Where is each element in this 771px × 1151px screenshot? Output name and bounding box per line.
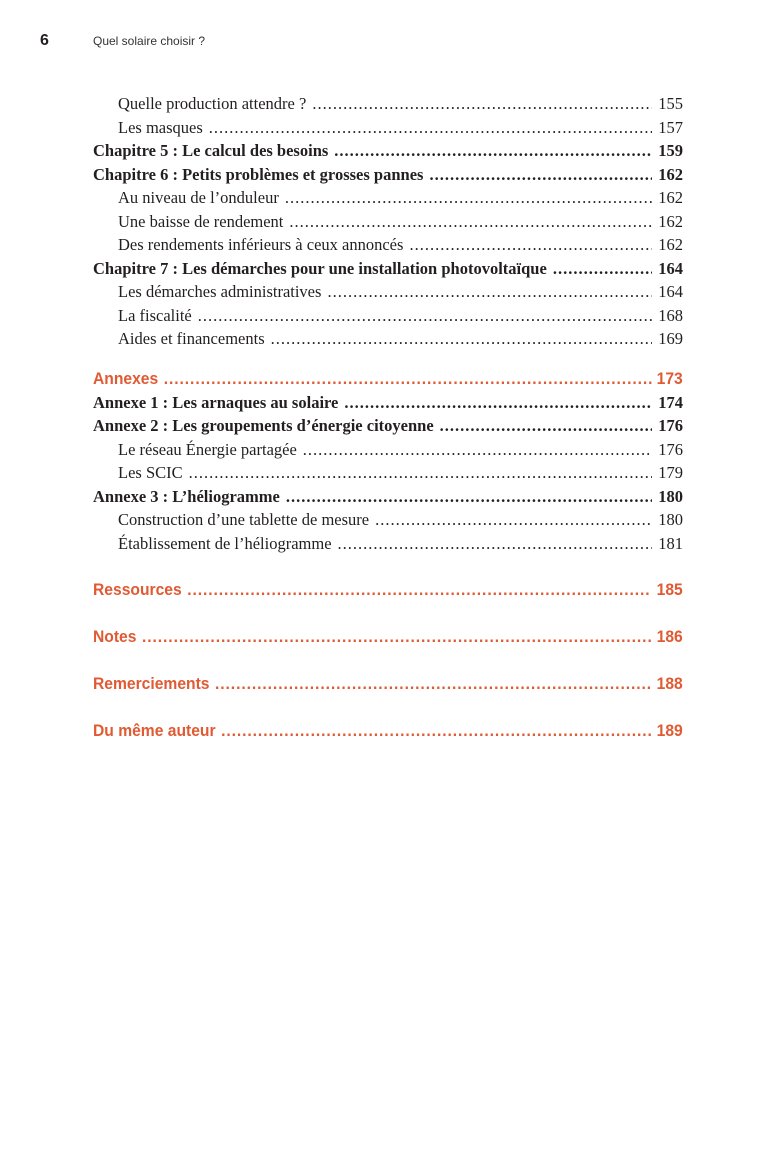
toc-entry-title: Construction d’une tablette de mesure bbox=[118, 510, 370, 529]
table-of-contents bbox=[93, 94, 683, 745]
toc-section-page: 185 bbox=[656, 580, 683, 599]
toc-leader-dots bbox=[303, 440, 652, 460]
toc-leader-dots bbox=[334, 141, 652, 161]
toc-section-page: 173 bbox=[656, 368, 683, 388]
spacer bbox=[93, 651, 683, 674]
toc-section-title: Notes bbox=[93, 627, 137, 646]
toc-entry-title: Aides et financements bbox=[118, 329, 265, 348]
toc-chapter-entry bbox=[93, 416, 683, 440]
toc-entry-page: 179 bbox=[658, 463, 683, 482]
toc-entry bbox=[93, 94, 683, 118]
toc-entry-title: Chapitre 5 : Le calcul des besoins bbox=[93, 141, 329, 160]
toc-entry bbox=[93, 306, 683, 330]
toc-section-entry bbox=[93, 580, 683, 604]
toc-leader-dots bbox=[312, 94, 652, 114]
toc-leader-dots bbox=[338, 534, 653, 554]
toc-section-page: 186 bbox=[656, 627, 683, 646]
toc-section-title: Remerciements bbox=[93, 674, 210, 693]
toc-entry-page: 181 bbox=[658, 533, 683, 553]
toc-leader-dots bbox=[215, 674, 651, 694]
toc-entry-page: 162 bbox=[658, 164, 683, 184]
toc-entry-title: Quelle production attendre ? bbox=[118, 94, 307, 113]
toc-entry-page: 162 bbox=[658, 188, 683, 207]
toc-leader-dots bbox=[164, 369, 651, 389]
toc-chapter-entry bbox=[93, 141, 683, 165]
toc-leader-dots bbox=[375, 510, 652, 530]
toc-section-title: Annexes bbox=[93, 368, 159, 388]
toc-entry-title: Annexe 3 : L’héliogramme bbox=[93, 486, 280, 506]
toc-entry-page: 164 bbox=[658, 282, 683, 301]
toc-entry-title: Annexe 2 : Les groupements d’énergie citoyenne bbox=[93, 416, 434, 435]
toc-leader-dots bbox=[409, 235, 652, 255]
running-title: Quel solaire choisir ? bbox=[93, 34, 206, 48]
toc-entry-title: La fiscalité bbox=[118, 305, 192, 325]
toc-entry-page: 157 bbox=[658, 117, 683, 137]
toc-leader-dots bbox=[189, 463, 653, 483]
toc-entry-page: 176 bbox=[658, 439, 683, 459]
toc-section-entry bbox=[93, 369, 683, 393]
toc-entry bbox=[93, 188, 683, 212]
toc-entry-page: 176 bbox=[658, 416, 683, 435]
toc-entry-page: 162 bbox=[658, 235, 683, 254]
toc-chapter-entry bbox=[93, 259, 683, 283]
toc-leader-dots bbox=[344, 393, 652, 413]
toc-entry bbox=[93, 329, 683, 353]
toc-leader-dots bbox=[142, 627, 651, 647]
toc-entry-title: Annexe 1 : Les arnaques au solaire bbox=[93, 392, 339, 412]
toc-entry bbox=[93, 235, 683, 259]
toc-entry-page: 162 bbox=[658, 211, 683, 231]
toc-entry-page: 159 bbox=[658, 141, 683, 160]
toc-leader-dots bbox=[285, 188, 652, 208]
toc-chapter-entry bbox=[93, 165, 683, 189]
toc-entry-title: Les démarches administratives bbox=[118, 282, 322, 301]
toc-entry-title: Des rendements inférieurs à ceux annoncés bbox=[118, 235, 404, 254]
toc-entry bbox=[93, 212, 683, 236]
toc-leader-dots bbox=[187, 580, 651, 600]
toc-section-entry bbox=[93, 721, 683, 745]
toc-section-entry bbox=[93, 627, 683, 651]
spacer bbox=[93, 604, 683, 627]
toc-leader-dots bbox=[221, 721, 651, 741]
spacer bbox=[93, 557, 683, 580]
toc-leader-dots bbox=[327, 282, 652, 302]
toc-entry-title: Chapitre 7 : Les démarches pour une installation photovoltaïque bbox=[93, 258, 547, 278]
toc-entry bbox=[93, 463, 683, 487]
toc-entry-title: Les SCIC bbox=[118, 463, 183, 482]
toc-entry bbox=[93, 282, 683, 306]
toc-section-title: Du même auteur bbox=[93, 721, 216, 740]
toc-entry bbox=[93, 534, 683, 558]
spacer bbox=[93, 353, 683, 369]
toc-entry-page: 168 bbox=[658, 305, 683, 325]
toc-chapter-entry bbox=[93, 487, 683, 511]
toc-chapter-entry bbox=[93, 393, 683, 417]
toc-leader-dots bbox=[198, 306, 652, 326]
toc-entry-title: Le réseau Énergie partagée bbox=[118, 439, 297, 459]
toc-section-page: 189 bbox=[656, 721, 683, 740]
toc-entry bbox=[93, 118, 683, 142]
toc-leader-dots bbox=[289, 212, 652, 232]
toc-leader-dots bbox=[209, 118, 652, 138]
running-header bbox=[40, 32, 205, 50]
toc-entry-page: 180 bbox=[658, 486, 683, 506]
toc-leader-dots bbox=[271, 329, 653, 349]
toc-entry-page: 169 bbox=[658, 329, 683, 348]
toc-entry-title: Les masques bbox=[118, 117, 203, 137]
toc-section-page: 188 bbox=[656, 674, 683, 693]
toc-entry-page: 164 bbox=[658, 258, 683, 278]
page-number: 6 bbox=[40, 32, 49, 49]
toc-entry-page: 180 bbox=[658, 510, 683, 529]
toc-leader-dots bbox=[440, 416, 653, 436]
toc-entry-title: Chapitre 6 : Petits problèmes et grosses pannes bbox=[93, 164, 424, 184]
toc-section-title: Ressources bbox=[93, 580, 182, 599]
spacer bbox=[93, 698, 683, 721]
toc-entry bbox=[93, 440, 683, 464]
toc-entry-title: Au niveau de l’onduleur bbox=[118, 188, 279, 207]
toc-section-entry bbox=[93, 674, 683, 698]
toc-leader-dots bbox=[553, 259, 652, 279]
toc-leader-dots bbox=[286, 487, 652, 507]
toc-entry-page: 155 bbox=[658, 94, 683, 113]
toc-entry-page: 174 bbox=[658, 392, 683, 412]
toc-leader-dots bbox=[429, 165, 652, 185]
toc-entry-title: Une baisse de rendement bbox=[118, 211, 284, 231]
toc-entry bbox=[93, 510, 683, 534]
toc-entry-title: Établissement de l’héliogramme bbox=[118, 533, 332, 553]
